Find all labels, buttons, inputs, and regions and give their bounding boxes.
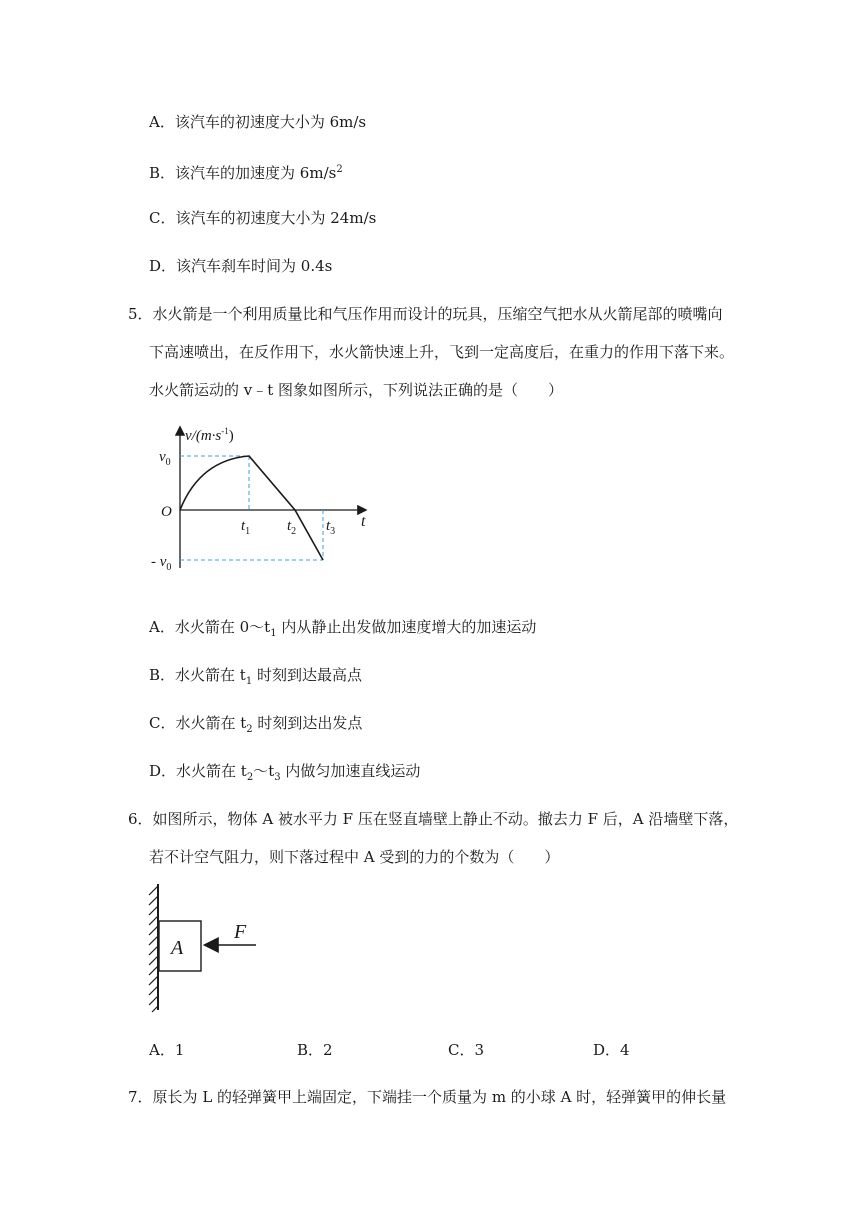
q6-option-c: C．3	[448, 1041, 485, 1059]
q5-option-d: D．水火箭在 $t_2\sim t_3$ 内做匀加速直线运动	[149, 762, 421, 783]
t-axis-label: t	[361, 513, 366, 530]
vt-curve	[180, 456, 323, 560]
force-label: F	[234, 921, 247, 943]
t2-label: $t_2$	[287, 518, 297, 537]
q5-stem-line-1: 5．水火箭是一个利用质量比和气压作用而设计的玩具，压缩空气把水从火箭尾部的喷嘴向	[128, 305, 723, 323]
q4-option-b: B．该汽车的加速度为 $6m/s^2$	[149, 164, 343, 182]
v0-label: $v_0$	[159, 449, 171, 468]
q6-stem-line-2: 若不计空气阻力，则下落过程中 A 受到的力的个数为（ ）	[149, 848, 560, 866]
v-axis-label: $v/(m\cdot s^{-1})$	[185, 426, 234, 444]
q5-stem-line-3: 水火箭运动的 v﹣t 图象如图所示，下列说法正确的是（ ）	[149, 381, 564, 399]
neg-v0-label: - $v_0$	[151, 554, 172, 573]
q4-option-d: D．该汽车刹车时间为 0.4s	[149, 257, 333, 275]
q7-number: 7．	[128, 1088, 153, 1106]
wall-hatching	[149, 884, 158, 1012]
q6-number: 6．	[128, 810, 153, 828]
vt-graph	[145, 418, 385, 578]
q5-option-b: B．水火箭在 $t_1$ 时刻到达最高点	[149, 666, 362, 687]
origin-label: O	[161, 504, 172, 520]
q6-option-d: D．4	[593, 1041, 630, 1059]
q5-stem-line-2: 下高速喷出，在反作用下，水火箭快速上升，飞到一定高度后，在重力的作用下落下来。	[149, 343, 735, 361]
wall-block-figure	[140, 880, 270, 1015]
q6-stem-line-1: 6．如图所示，物体 A 被水平力 F 压在竖直墙壁上静止不动。撤去力 F 后，A 沿墙壁下落，	[128, 810, 739, 828]
q4-option-a: A．该汽车的初速度大小为 6m/s	[149, 113, 367, 131]
q5-option-c: C．水火箭在 $t_2$ 时刻到达出发点	[149, 714, 363, 735]
q5-option-a: A．水火箭在 $0\sim t_1$ 内从静止出发做加速度增大的加速运动	[149, 618, 537, 639]
q6-option-a: A．1	[149, 1041, 185, 1059]
q4-option-c: C．该汽车的初速度大小为 24m/s	[149, 209, 377, 227]
q5-number: 5．	[128, 305, 153, 323]
block-a-label: A	[171, 937, 184, 959]
t3-label: $t_3$	[326, 518, 336, 537]
q6-option-b: B．2	[297, 1041, 333, 1059]
q7-stem-line-1: 7．原长为 L 的轻弹簧甲上端固定，下端挂一个质量为 m 的小球 A 时，轻弹簧甲的伸长量	[128, 1088, 727, 1106]
t1-label: $t_1$	[241, 518, 251, 537]
